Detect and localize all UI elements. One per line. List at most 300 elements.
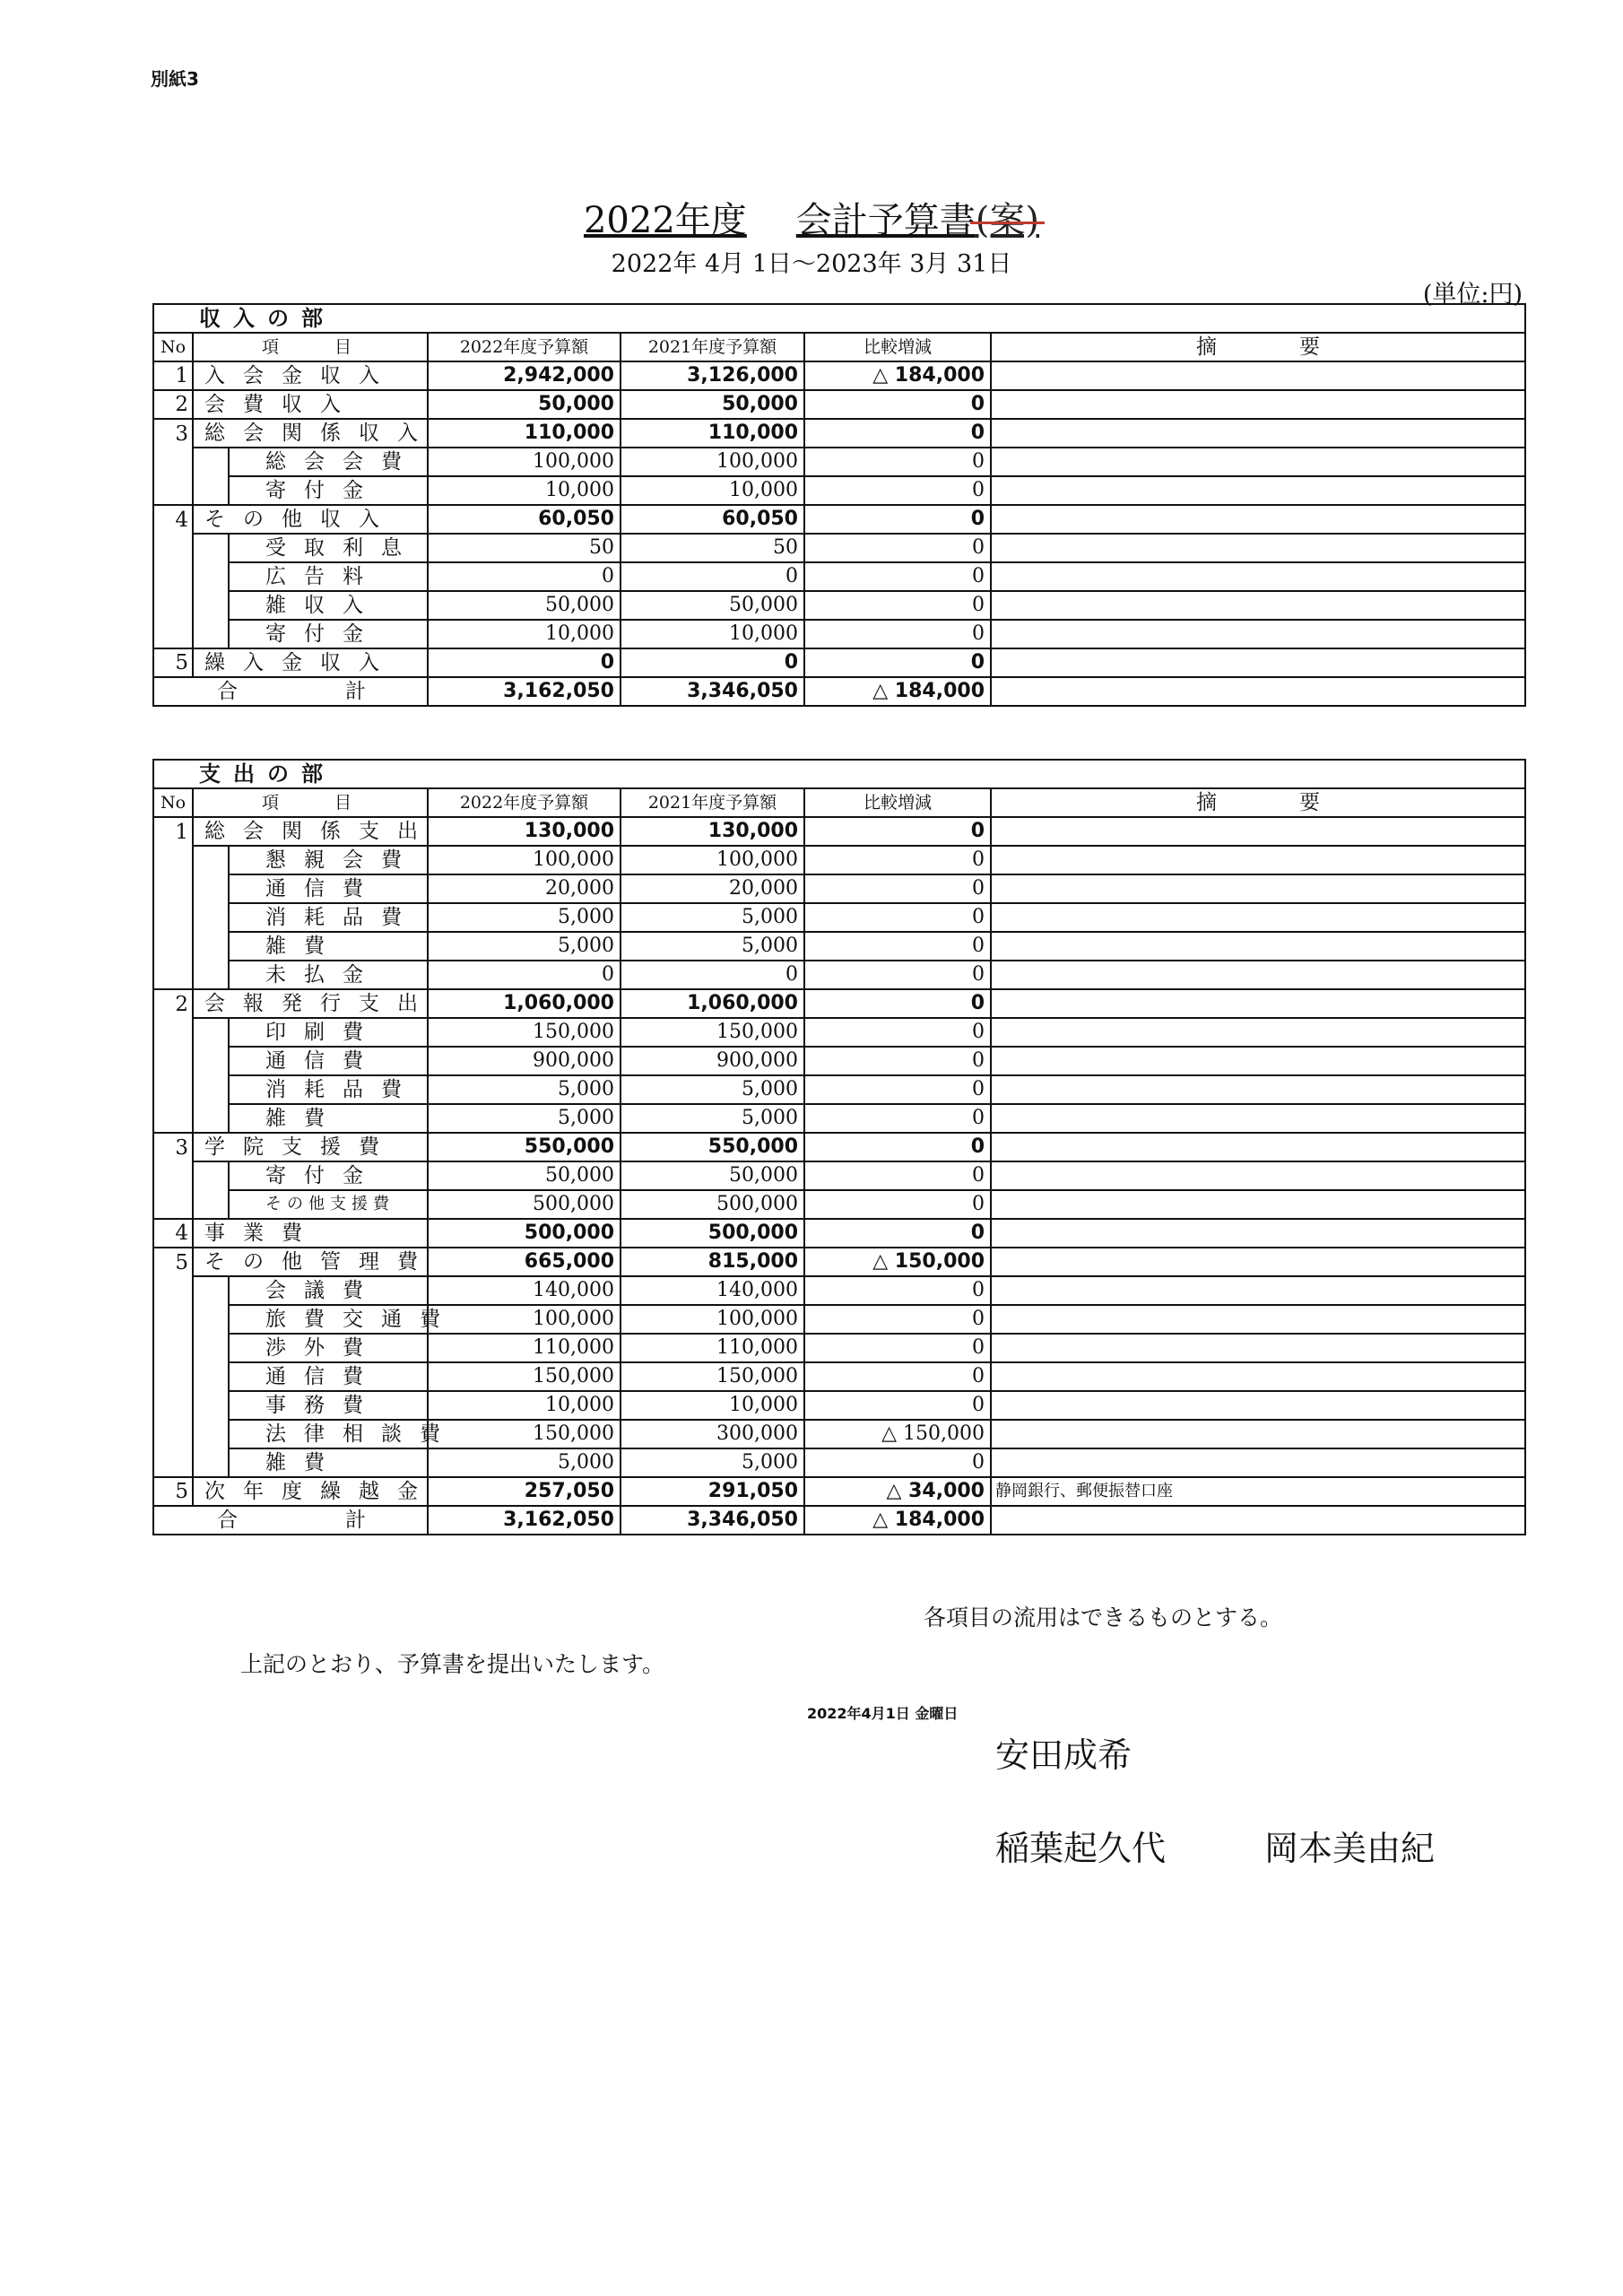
expense-total-row (153, 1506, 1525, 1535)
budget-value-b22: 0 (428, 961, 621, 989)
budget-value-b21: 550,000 (621, 1133, 804, 1161)
income-row (153, 448, 1525, 476)
indent-spacer (193, 1190, 229, 1219)
budget-value-b22: 5,000 (428, 932, 621, 961)
expense-row (153, 989, 1525, 1018)
diff-value: 0 (804, 1305, 991, 1334)
col-budget-2021: 2021年度予算額 (621, 333, 804, 361)
subitem-label: 懇親会費 (229, 846, 428, 874)
expense-row (153, 1391, 1525, 1420)
expense-row (153, 961, 1525, 989)
diff-value: 0 (804, 817, 991, 846)
row-number: 4 (153, 1219, 193, 1248)
income-table (152, 303, 1526, 707)
note-cell: 静岡銀行、郵便振替口座 (991, 1477, 1525, 1506)
row-number (153, 846, 193, 874)
category-label: 繰入金収入 (193, 648, 428, 677)
col-no: No (153, 788, 193, 817)
diff-value: 0 (804, 591, 991, 620)
note-cell (991, 1104, 1525, 1133)
diff-value: 0 (804, 562, 991, 591)
note-cell (991, 534, 1525, 562)
note-cell (991, 1219, 1525, 1248)
category-label: 学院支援費 (193, 1133, 428, 1161)
category-label: 次年度繰越金 (193, 1477, 428, 1506)
subitem-label: 雑費 (229, 932, 428, 961)
income-row (153, 562, 1525, 591)
budget-value-b22: 50,000 (428, 390, 621, 419)
indent-spacer (193, 1391, 229, 1420)
budget-value-b21: 110,000 (621, 1334, 804, 1362)
subitem-label: 広告料 (229, 562, 428, 591)
diff-value: 0 (804, 1018, 991, 1047)
note-cell (991, 846, 1525, 874)
note-cell (991, 419, 1525, 448)
row-number (153, 932, 193, 961)
row-number (153, 1047, 193, 1075)
indent-spacer (193, 534, 229, 562)
row-number (153, 874, 193, 903)
diff-value: 0 (804, 903, 991, 932)
diff-value: 0 (804, 1190, 991, 1219)
expense-table (152, 759, 1526, 1535)
income-row (153, 620, 1525, 648)
diff-value: 0 (804, 390, 991, 419)
row-number: 4 (153, 505, 193, 534)
income-total-row (153, 677, 1525, 706)
col-note: 摘 要 (991, 333, 1525, 361)
expense-row (153, 1190, 1525, 1219)
indent-spacer (193, 932, 229, 961)
indent-spacer (193, 562, 229, 591)
indent-spacer (193, 1047, 229, 1075)
note-cell (991, 648, 1525, 677)
col-diff: 比較増減 (804, 333, 991, 361)
diff-value: 0 (804, 476, 991, 505)
budget-value-b22: 5,000 (428, 1104, 621, 1133)
expense-row (153, 1018, 1525, 1047)
expense-column-header (153, 788, 1525, 817)
note-cell (991, 390, 1525, 419)
expense-row (153, 817, 1525, 846)
expense-row (153, 1477, 1525, 1506)
row-number: 2 (153, 390, 193, 419)
indent-spacer (193, 1104, 229, 1133)
diff-value: 0 (804, 648, 991, 677)
budget-value-b22: 1,060,000 (428, 989, 621, 1018)
diff-value: 0 (804, 846, 991, 874)
budget-value-b22: 900,000 (428, 1047, 621, 1075)
indent-spacer (193, 1161, 229, 1190)
total-value-b21: 3,346,050 (621, 1506, 804, 1535)
expense-row (153, 1047, 1525, 1075)
row-number: 5 (153, 1248, 193, 1276)
category-label: その他管理費 (193, 1248, 428, 1276)
budget-value-b21: 100,000 (621, 846, 804, 874)
row-number (153, 620, 193, 648)
note-cell (991, 620, 1525, 648)
category-label: 入会金収入 (193, 361, 428, 390)
unit-label: (単位:円) (1422, 281, 1523, 309)
budget-value-b22: 665,000 (428, 1248, 621, 1276)
income-row (153, 505, 1525, 534)
row-number (153, 1075, 193, 1104)
budget-value-b21: 10,000 (621, 620, 804, 648)
subitem-label: 総会会費 (229, 448, 428, 476)
col-budget-2022: 2022年度予算額 (428, 333, 621, 361)
row-number (153, 476, 193, 505)
budget-value-b22: 257,050 (428, 1477, 621, 1506)
indent-spacer (193, 903, 229, 932)
budget-value-b22: 500,000 (428, 1190, 621, 1219)
budget-value-b21: 1,060,000 (621, 989, 804, 1018)
row-number: 5 (153, 648, 193, 677)
row-number (153, 961, 193, 989)
expense-row (153, 846, 1525, 874)
total-value-diff: △ 184,000 (804, 1506, 991, 1535)
indent-spacer (193, 1276, 229, 1305)
note-cell (991, 1190, 1525, 1219)
total-value-b21: 3,346,050 (621, 677, 804, 706)
budget-value-b21: 10,000 (621, 1391, 804, 1420)
row-number: 5 (153, 1477, 193, 1506)
budget-value-b22: 150,000 (428, 1420, 621, 1448)
expense-row (153, 874, 1525, 903)
subitem-label: 寄付金 (229, 620, 428, 648)
indent-spacer (193, 1305, 229, 1334)
budget-value-b22: 50,000 (428, 1161, 621, 1190)
attachment-label: 別紙3 (151, 68, 199, 90)
budget-value-b21: 815,000 (621, 1248, 804, 1276)
budget-value-b22: 5,000 (428, 1448, 621, 1477)
row-number (153, 903, 193, 932)
row-number: 1 (153, 361, 193, 390)
budget-value-b22: 60,050 (428, 505, 621, 534)
diff-value: △ 150,000 (804, 1420, 991, 1448)
budget-value-b21: 291,050 (621, 1477, 804, 1506)
budget-value-b21: 0 (621, 961, 804, 989)
budget-value-b21: 0 (621, 648, 804, 677)
budget-value-b22: 110,000 (428, 419, 621, 448)
indent-spacer (193, 1362, 229, 1391)
row-number (153, 1276, 193, 1305)
budget-value-b22: 2,942,000 (428, 361, 621, 390)
title-main: 会計予算書 (795, 200, 976, 241)
income-row (153, 591, 1525, 620)
budget-value-b22: 100,000 (428, 846, 621, 874)
row-number (153, 1305, 193, 1334)
note-cell (991, 1248, 1525, 1276)
subitem-label: 印刷費 (229, 1018, 428, 1047)
income-row (153, 390, 1525, 419)
diff-value: 0 (804, 1334, 991, 1362)
row-number (153, 448, 193, 476)
subitem-label: 渉外費 (229, 1334, 428, 1362)
note-cell (991, 932, 1525, 961)
budget-value-b22: 500,000 (428, 1219, 621, 1248)
total-label: 合計 (153, 1506, 428, 1535)
fiscal-period: 2022年 4月 1日～2023年 3月 31日 (611, 250, 1012, 278)
budget-value-b21: 500,000 (621, 1219, 804, 1248)
note-cell (991, 1448, 1525, 1477)
row-number (153, 591, 193, 620)
diff-value: 0 (804, 874, 991, 903)
note-cell (991, 1305, 1525, 1334)
note-cell (991, 961, 1525, 989)
row-number (153, 1391, 193, 1420)
budget-value-b21: 3,126,000 (621, 361, 804, 390)
subitem-label: 受取利息 (229, 534, 428, 562)
note-cell (991, 1362, 1525, 1391)
category-label: 総会関係支出 (193, 817, 428, 846)
expense-row (153, 1075, 1525, 1104)
budget-value-b22: 50 (428, 534, 621, 562)
subitem-label: 寄付金 (229, 1161, 428, 1190)
diff-value: 0 (804, 534, 991, 562)
budget-value-b21: 110,000 (621, 419, 804, 448)
title-year: 2022年度 (583, 200, 747, 241)
note-cell (991, 505, 1525, 534)
income-row (153, 419, 1525, 448)
note-cell (991, 677, 1525, 706)
diff-value: 0 (804, 1362, 991, 1391)
budget-value-b22: 20,000 (428, 874, 621, 903)
budget-value-b21: 5,000 (621, 932, 804, 961)
income-row (153, 361, 1525, 390)
budget-value-b22: 130,000 (428, 817, 621, 846)
col-item: 項 目 (193, 788, 428, 817)
indent-spacer (193, 476, 229, 505)
indent-spacer (193, 1018, 229, 1047)
row-number (153, 1334, 193, 1362)
subitem-label: 通信費 (229, 1047, 428, 1075)
subitem-label: 消耗品費 (229, 1075, 428, 1104)
budget-value-b21: 50,000 (621, 1161, 804, 1190)
diff-value: 0 (804, 1391, 991, 1420)
row-number (153, 1420, 193, 1448)
indent-spacer (193, 591, 229, 620)
col-item: 項 目 (193, 333, 428, 361)
budget-value-b21: 150,000 (621, 1018, 804, 1047)
subitem-label: 旅費交通費 (229, 1305, 428, 1334)
expense-row (153, 1305, 1525, 1334)
total-value-diff: △ 184,000 (804, 677, 991, 706)
submission-statement: 上記のとおり、予算書を提出いたします。 (240, 1651, 665, 1677)
budget-value-b22: 110,000 (428, 1334, 621, 1362)
indent-spacer (193, 1420, 229, 1448)
income-heading: 収入の部 (153, 304, 1525, 333)
note-cell (991, 1161, 1525, 1190)
note-cell (991, 989, 1525, 1018)
col-note: 摘 要 (991, 788, 1525, 817)
col-budget-2021: 2021年度予算額 (621, 788, 804, 817)
budget-value-b22: 10,000 (428, 620, 621, 648)
subitem-label: 法律相談費 (229, 1420, 428, 1448)
expense-row (153, 1133, 1525, 1161)
total-label: 合計 (153, 677, 428, 706)
total-value-b22: 3,162,050 (428, 677, 621, 706)
row-number: 2 (153, 989, 193, 1018)
category-label: 会報発行支出 (193, 989, 428, 1018)
diff-value: 0 (804, 1047, 991, 1075)
budget-value-b22: 100,000 (428, 1305, 621, 1334)
diff-value: 0 (804, 961, 991, 989)
row-number (153, 1190, 193, 1219)
row-number (153, 1018, 193, 1047)
diff-value: △ 34,000 (804, 1477, 991, 1506)
indent-spacer (193, 874, 229, 903)
indent-spacer (193, 1334, 229, 1362)
budget-value-b21: 150,000 (621, 1362, 804, 1391)
indent-spacer (193, 961, 229, 989)
signer-name: 稲葉起久代 (995, 1829, 1167, 1868)
budget-value-b21: 50,000 (621, 591, 804, 620)
transfer-note: 各項目の流用はできるものとする。 (924, 1605, 1283, 1631)
note-cell (991, 1506, 1525, 1535)
indent-spacer (193, 620, 229, 648)
diff-value: 0 (804, 1219, 991, 1248)
submission-date: 2022年4月1日 金曜日 (807, 1705, 959, 1722)
budget-value-b22: 550,000 (428, 1133, 621, 1161)
indent-spacer (193, 448, 229, 476)
budget-value-b22: 100,000 (428, 448, 621, 476)
budget-value-b21: 20,000 (621, 874, 804, 903)
category-label: 事業費 (193, 1219, 428, 1248)
note-cell (991, 1391, 1525, 1420)
note-cell (991, 1047, 1525, 1075)
subitem-label: 雑費 (229, 1448, 428, 1477)
note-cell (991, 903, 1525, 932)
note-cell (991, 1133, 1525, 1161)
diff-value: 0 (804, 1075, 991, 1104)
budget-value-b21: 130,000 (621, 817, 804, 846)
row-number: 1 (153, 817, 193, 846)
budget-value-b21: 5,000 (621, 1448, 804, 1477)
col-no: No (153, 333, 193, 361)
budget-value-b21: 50 (621, 534, 804, 562)
note-cell (991, 1276, 1525, 1305)
indent-spacer (193, 1448, 229, 1477)
budget-value-b22: 10,000 (428, 1391, 621, 1420)
subitem-label: 通信費 (229, 874, 428, 903)
budget-value-b21: 300,000 (621, 1420, 804, 1448)
note-cell (991, 562, 1525, 591)
note-cell (991, 476, 1525, 505)
budget-value-b21: 140,000 (621, 1276, 804, 1305)
expense-row (153, 1448, 1525, 1477)
subitem-label: 雑費 (229, 1104, 428, 1133)
budget-value-b22: 5,000 (428, 1075, 621, 1104)
diff-value: 0 (804, 419, 991, 448)
expense-row (153, 1420, 1525, 1448)
subitem-label: 通信費 (229, 1362, 428, 1391)
budget-value-b22: 0 (428, 648, 621, 677)
subitem-label: 寄付金 (229, 476, 428, 505)
budget-value-b21: 50,000 (621, 390, 804, 419)
expense-heading: 支出の部 (153, 760, 1525, 788)
budget-value-b21: 500,000 (621, 1190, 804, 1219)
expense-row (153, 1219, 1525, 1248)
row-number: 3 (153, 419, 193, 448)
expense-row (153, 1161, 1525, 1190)
budget-value-b21: 0 (621, 562, 804, 591)
income-column-header (153, 333, 1525, 361)
diff-value: 0 (804, 1448, 991, 1477)
diff-value: 0 (804, 1276, 991, 1305)
budget-value-b22: 10,000 (428, 476, 621, 505)
diff-value: 0 (804, 989, 991, 1018)
diff-value: △ 150,000 (804, 1248, 991, 1276)
subitem-label: 事務費 (229, 1391, 428, 1420)
note-cell (991, 361, 1525, 390)
title-draft-struck: (案) (975, 200, 1039, 241)
row-number (153, 562, 193, 591)
row-number (153, 1104, 193, 1133)
budget-value-b21: 60,050 (621, 505, 804, 534)
diff-value: 0 (804, 932, 991, 961)
budget-value-b22: 150,000 (428, 1362, 621, 1391)
budget-value-b21: 100,000 (621, 1305, 804, 1334)
diff-value: △ 184,000 (804, 361, 991, 390)
budget-value-b22: 50,000 (428, 591, 621, 620)
budget-value-b22: 150,000 (428, 1018, 621, 1047)
expense-row (153, 903, 1525, 932)
income-row (153, 476, 1525, 505)
income-row (153, 648, 1525, 677)
diff-value: 0 (804, 505, 991, 534)
note-cell (991, 1018, 1525, 1047)
expense-row (153, 1104, 1525, 1133)
note-cell (991, 874, 1525, 903)
note-cell (991, 1334, 1525, 1362)
diff-value: 0 (804, 620, 991, 648)
row-number (153, 534, 193, 562)
subitem-label: 未払金 (229, 961, 428, 989)
indent-spacer (193, 846, 229, 874)
diff-value: 0 (804, 1161, 991, 1190)
subitem-label: 雑収入 (229, 591, 428, 620)
diff-value: 0 (804, 1104, 991, 1133)
col-budget-2022: 2022年度予算額 (428, 788, 621, 817)
signer-name: 安田成希 (995, 1735, 1133, 1775)
total-value-b22: 3,162,050 (428, 1506, 621, 1535)
note-cell (991, 817, 1525, 846)
budget-value-b22: 5,000 (428, 903, 621, 932)
budget-value-b21: 10,000 (621, 476, 804, 505)
row-number (153, 1161, 193, 1190)
budget-value-b22: 0 (428, 562, 621, 591)
col-diff: 比較増減 (804, 788, 991, 817)
expense-row (153, 1334, 1525, 1362)
subitem-label: その他支援費 (229, 1190, 428, 1219)
budget-value-b21: 5,000 (621, 1104, 804, 1133)
diff-value: 0 (804, 448, 991, 476)
document-title (0, 192, 1623, 243)
row-number (153, 1362, 193, 1391)
indent-spacer (193, 1075, 229, 1104)
budget-value-b21: 5,000 (621, 903, 804, 932)
note-cell (991, 1420, 1525, 1448)
expense-row (153, 932, 1525, 961)
category-label: その他収入 (193, 505, 428, 534)
budget-value-b21: 100,000 (621, 448, 804, 476)
expense-row (153, 1276, 1525, 1305)
row-number: 3 (153, 1133, 193, 1161)
expense-row (153, 1362, 1525, 1391)
budget-value-b22: 140,000 (428, 1276, 621, 1305)
row-number (153, 1448, 193, 1477)
signer-name: 岡本美由紀 (1264, 1829, 1436, 1868)
